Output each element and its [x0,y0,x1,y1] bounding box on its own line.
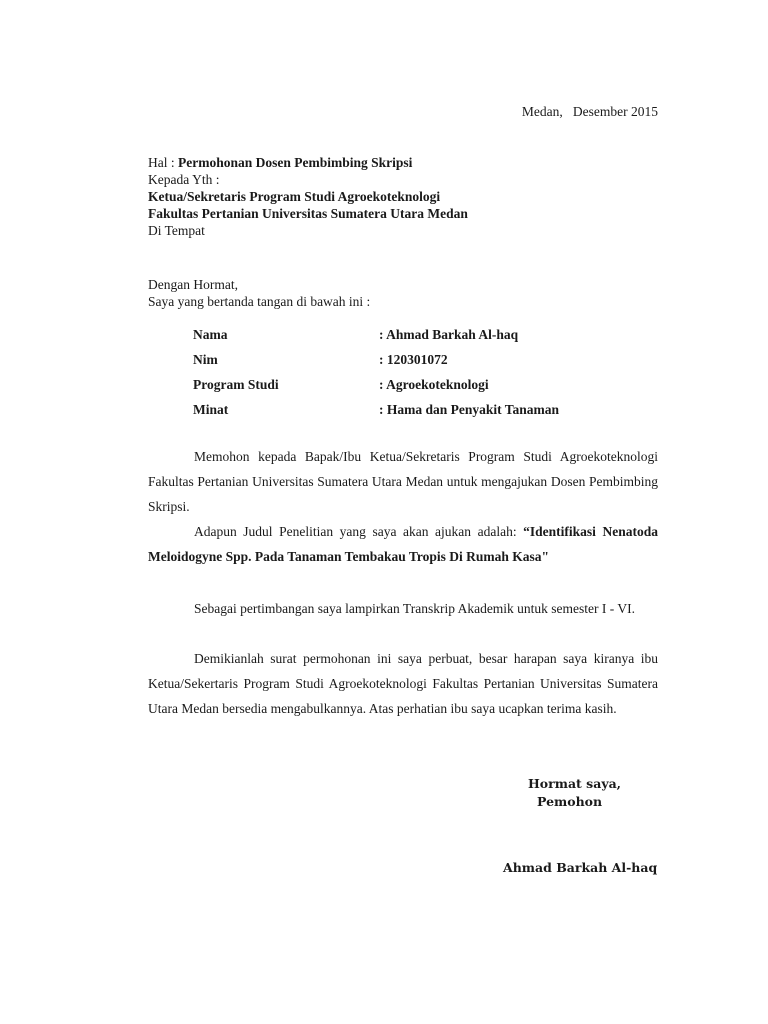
closing-salutation: Hormat saya, [528,776,622,791]
identity-label: Program Studi [193,376,279,392]
recipient-line-1: Ketua/Sekretaris Program Studi Agroekoteknologi [148,189,441,204]
body-paragraph-1: Memohon kepada Bapak/Ibu Ketua/Sekretaris Program Studi Agroekoteknologi Fakultas Pertanian Universitas Sumatera Utara Medan untuk mengajukan Dosen Pembimbing Skripsi. [148,449,658,514]
recipient-line-3: Di Tempat [148,223,205,238]
intro-text: Saya yang bertanda tangan di bawah ini : [148,294,371,309]
identity-label: Nim [193,351,218,367]
identity-table [193,322,653,422]
address-block [148,154,658,239]
body-paragraph-3: Sebagai pertimbangan saya lampirkan Transkrip Akademik untuk semester I - VI. [194,601,636,616]
identity-value: : 120301072 [379,351,448,367]
identity-row [193,322,653,347]
subject-prefix: Hal : [148,155,178,170]
subject-text: Permohonan Dosen Pembimbing Skripsi [178,155,413,170]
identity-label: Minat [193,401,229,417]
recipient-line-2: Fakultas Pertanian Universitas Sumatera Utara Medan [148,206,468,221]
identity-value: : Agroekoteknologi [379,376,489,392]
to-line: Kepada Yth : [148,172,220,187]
identity-label: Nama [193,326,228,342]
body-paragraph-4: Demikianlah surat permohonan ini saya perbuat, besar harapan saya kiranya ibu Ketua/Sekertaris Program Studi Agroekoteknologi Fakultas Pertanian Universitas Sumatera Utara Medan bersedia mengabulkannya. Atas perhatian ibu saya ucapkan terima kasih. [148,651,658,716]
place-date: Medan, Desember 2015 [521,104,658,119]
greeting: Dengan Hormat, [148,277,238,292]
identity-row [193,397,653,422]
identity-row [193,347,653,372]
subject-line [148,154,658,171]
closing-role: Pemohon [537,794,603,809]
greeting-block [148,272,658,309]
identity-value: : Ahmad Barkah Al-haq [379,326,519,342]
identity-value: : Hama dan Penyakit Tanaman [379,401,560,417]
signer-name: Ahmad Barkah Al-haq [503,860,658,875]
paragraph-2-lead: Adapun Judul Penelitian yang saya akan ajukan adalah: [194,524,524,539]
research-title: “Identifikasi Nenatoda Meloidogyne Spp. Pada Tanaman Tembakau Tropis Di Rumah Kasa" [148,524,658,564]
body-paragraph-2 [148,519,658,569]
identity-row [193,372,653,397]
